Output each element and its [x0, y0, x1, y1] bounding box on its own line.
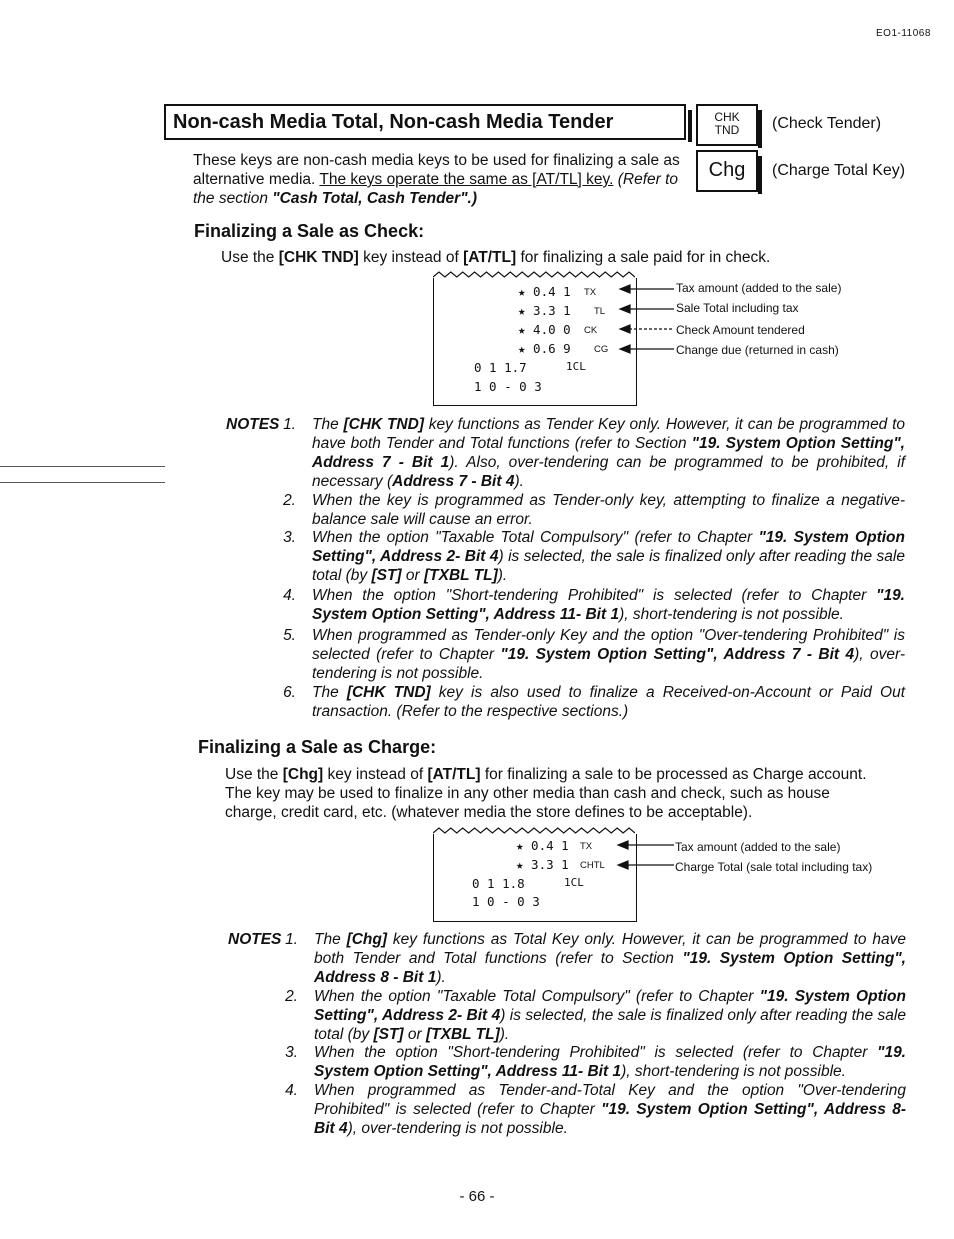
notes-label: NOTES — [228, 931, 282, 948]
note-part: When programmed as Tender-and-Total Key and the option "Over-tendering Prohibited" is selected (refer to Chapter — [314, 1082, 906, 1118]
receipt-count: 1CL — [566, 360, 586, 373]
check-instruction-c: for finalizing a sale paid for in check. — [516, 249, 771, 266]
note-part: When the option "Short-tendering Prohibited" is selected (refer to Chapter — [312, 587, 877, 604]
note-part: key functions as Total Key only. However, it can be programmed to have both Tender and Total functions (refer to Section — [314, 931, 907, 967]
note-number: 4. — [283, 587, 296, 604]
note-part: When the key is programmed as Tender-only key, attempting to finalize a negative-balance sale will cause an error. — [312, 492, 905, 528]
note-part: "19. System Option Setting", Address 8 - Bit 1 — [314, 950, 906, 986]
check-instruction-key2: [AT/TL] — [463, 249, 517, 266]
check-annotation-arrows — [618, 280, 678, 360]
note-text — [312, 586, 905, 624]
receipt-date: 1 0 - 0 3 — [474, 379, 542, 394]
receipt-annotation: Check Amount tendered — [676, 323, 805, 337]
note-number: 1. — [283, 416, 296, 433]
receipt-code: CHTL — [580, 860, 605, 871]
receipt-code: CG — [594, 344, 609, 355]
receipt-code: TX — [580, 841, 593, 852]
intro-paragraph — [193, 151, 683, 208]
note-text — [314, 1043, 906, 1081]
document-id: EO1-11068 — [876, 28, 931, 39]
note-part: ). Also, over-tendering can be programmed to be prohibited, if necessary ( — [312, 454, 906, 490]
note-text — [312, 528, 905, 585]
note-part: "19. System Option Setting", Address 11- Bit 1 — [312, 587, 905, 623]
check-instruction-key: [CHK TND] — [278, 249, 359, 266]
note-part: key functions as Tender Key only. However, it can be programmed to have both Tender and Total functions (refer to Section — [312, 416, 905, 452]
note-part: [ST] — [373, 1026, 404, 1043]
note-part: When the option "Taxable Total Compulsory" (refer to Chapter — [314, 988, 760, 1005]
note-part: [Chg] — [346, 931, 388, 948]
receipt-tear-edge — [433, 826, 635, 834]
page-title: Non-cash Media Total, Non-cash Media Tender — [164, 104, 686, 140]
receipt-annotation: Tax amount (added to the sale) — [676, 281, 842, 295]
note-number: 2. — [283, 492, 296, 509]
receipt-tear-edge — [433, 270, 635, 278]
receipt-amount: ★ 0.6 9 — [518, 341, 571, 356]
note-part: "19. System Option Setting", Address 7 - Bit 1 — [312, 435, 905, 471]
note-number: 5. — [283, 627, 296, 644]
receipt-amount: ★ 0.4 1 — [516, 838, 569, 853]
receipt-amount: ★ 4.0 0 — [518, 322, 571, 337]
chg-key-box — [696, 150, 758, 192]
charge-instruction-line2: The key may be used to finalize in any other media than cash and check, such as house — [225, 785, 830, 802]
note-part: ). — [499, 1026, 510, 1043]
chk-tnd-key-box — [696, 104, 758, 146]
note-text — [312, 415, 905, 491]
note-part: [ST] — [371, 567, 402, 584]
note-part: ), short-tendering is not possible. — [621, 1063, 846, 1080]
receipt-annotation: Charge Total (sale total including tax) — [675, 860, 873, 874]
margin-rule — [0, 466, 165, 467]
receipt-amount: ★ 3.3 1 — [516, 857, 569, 872]
intro-text-3: (Refer to the section — [193, 171, 679, 207]
note-part: ). — [497, 567, 508, 584]
charge-instruction-line3: charge, credit card, etc. (whatever media the store defines to be acceptable). — [225, 804, 753, 821]
note-part: ). — [436, 969, 446, 986]
note-text — [312, 683, 905, 721]
charge-instruction-key: [Chg] — [282, 766, 324, 783]
intro-text-1: These keys are non-cash media keys to be used for finalizing a sale as alternative media. — [193, 152, 680, 188]
note-part: Address 7 - Bit 4 — [392, 473, 515, 490]
note-part: or — [401, 567, 424, 584]
chk-key-label-line1: CHK — [714, 110, 740, 124]
note-number: 2. — [285, 988, 298, 1005]
receipt-code: TL — [594, 306, 606, 317]
note-text — [312, 626, 905, 683]
margin-rule — [0, 482, 165, 483]
check-instruction-b: key instead of — [358, 249, 464, 266]
note-part: When programmed as Tender-only Key and the option "Over-tendering Prohibited" is selected (refer to Chapter — [312, 627, 905, 663]
note-text — [314, 1081, 906, 1138]
notes-label: NOTES — [226, 416, 280, 433]
note-part: [CHK TND] — [346, 684, 431, 701]
note-part: "19. System Option Setting", Address 8- Bit 4 — [314, 1101, 906, 1137]
chk-key-description: (Check Tender) — [772, 115, 882, 132]
note-number: 6. — [283, 684, 296, 701]
charge-instruction-a: Use the — [225, 766, 283, 783]
note-part: ), over-tendering is not possible. — [347, 1120, 568, 1137]
intro-text-2: The keys operate the same as [AT/TL] key. — [319, 171, 614, 188]
note-part: When the option "Short-tendering Prohibited" is selected (refer to Chapter — [314, 1044, 878, 1061]
note-text — [314, 930, 906, 987]
page-number: - 66 - — [459, 1188, 495, 1205]
receipt-date: 1 0 - 0 3 — [472, 894, 540, 909]
charge-annotation-arrows — [616, 836, 676, 876]
note-number: 3. — [283, 529, 296, 546]
note-part: or — [403, 1026, 426, 1043]
receipt-amount: ★ 3.3 1 — [518, 303, 571, 318]
receipt-annotation: Change due (returned in cash) — [676, 343, 839, 357]
note-part: "19. System Option Setting", Address 11- Bit 1 — [314, 1044, 906, 1080]
charge-receipt — [433, 834, 637, 922]
note-part: ) is selected, the sale is finalized only after reading the sale total (by — [312, 548, 905, 584]
receipt-number: 0 1 1.7 — [474, 360, 527, 375]
note-part: key is also used to finalize a Received-on-Account or Paid Out transaction. (Refer to the respective sections.) — [312, 684, 905, 720]
note-part: "19. System Option Setting", Address 2- Bit 4 — [312, 529, 905, 565]
intro-text-4: "Cash Total, Cash Tender".) — [272, 190, 478, 207]
receipt-annotation: Tax amount (added to the sale) — [675, 840, 841, 854]
check-instruction-a: Use the — [221, 249, 279, 266]
note-text — [314, 987, 906, 1044]
note-part: The — [312, 684, 347, 701]
receipt-code: CK — [584, 325, 598, 336]
note-part: ). — [514, 473, 524, 490]
note-part: ), short-tendering is not possible. — [619, 606, 844, 623]
check-instruction — [221, 248, 770, 267]
note-part: When the option "Taxable Total Compulsory" (refer to Chapter — [312, 529, 759, 546]
note-part: [CHK TND] — [343, 416, 424, 433]
note-part: [TXBL TL] — [424, 567, 498, 584]
check-receipt — [433, 278, 637, 406]
check-section-heading: Finalizing a Sale as Check: — [194, 221, 425, 241]
note-part: [TXBL TL] — [426, 1026, 500, 1043]
receipt-amount: ★ 0.4 1 — [518, 284, 571, 299]
charge-instruction-b: key instead of — [323, 766, 428, 783]
note-part: "19. System Option Setting", Address 7 - Bit 4 — [500, 646, 855, 663]
note-number: 4. — [285, 1082, 298, 1099]
note-part: ), over-tendering is not possible. — [312, 646, 905, 682]
note-part: ) is selected, the sale is finalized only after reading the sale total (by — [314, 1007, 906, 1043]
chk-key-label-line2: TND — [714, 123, 740, 137]
receipt-number: 0 1 1.8 — [472, 876, 525, 891]
receipt-count: 1CL — [564, 876, 584, 889]
note-part: The — [314, 931, 347, 948]
charge-instruction — [225, 765, 867, 784]
note-number: 3. — [285, 1044, 298, 1061]
note-part: "19. System Option Setting", Address 2- Bit 4 — [314, 988, 906, 1024]
note-text — [312, 491, 905, 529]
note-part: The — [312, 416, 344, 433]
receipt-code: TX — [584, 287, 597, 298]
chg-key-label: Chg — [708, 159, 746, 181]
charge-section-heading: Finalizing a Sale as Charge: — [198, 737, 437, 757]
note-number: 1. — [285, 931, 298, 948]
receipt-annotation: Sale Total including tax — [676, 301, 799, 315]
charge-instruction-c: for finalizing a sale to be processed as Charge account. — [480, 766, 867, 783]
chg-key-description: (Charge Total Key) — [772, 162, 906, 179]
charge-instruction-key2: [AT/TL] — [427, 766, 481, 783]
